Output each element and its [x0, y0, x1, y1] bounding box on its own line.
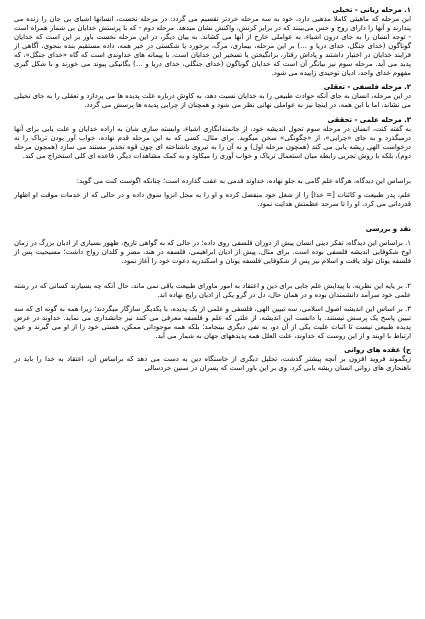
psychological-complexes-heading: ج) عقده های روانی	[344, 346, 411, 355]
critique-heading: نقد و بررسی	[365, 224, 411, 233]
section-2-heading: ۲. مرحله فلسفی - تعقلی	[323, 83, 411, 92]
comte-intro-paragraph: براساس این دیدگاه، هرگاه علم گامی به جلو نهاده، خداوند قدمی به عقب گذارده است؛ چنانکه اگوست کنت می گوید:	[76, 176, 411, 185]
section-3-heading: ۳. مرحله علمی - تحققی	[327, 115, 411, 124]
critique-point-1: ۱. براساس این دیدگاه، تفکر دینی انسان پیش از دوران فلسفی روی داده؛ در حالی که به گواهی تاریخ، ظهور بسیاری از ادیان بزرگ در زمان اوج شکوفایی اندیشه فلسفی بوده است. برای مثال، پیش از ادیان ابراهیمی، فلسفه در هند، مصر و کلدان رواج داشت؛ مسیحیت پس از فلسفه یونان تولد یافت و اسلام نیز پس از شکوفایی فلسفه یونان و اسکندریه دعوت خود را آغاز نمود.	[14, 238, 411, 266]
freud-paragraph: زیگموند فروید افزون بر آنچه پیشتر گذشت، تحلیل دیگری از خاستگاه دین به دست می دهد که براساس آن، اعتقاد به خدا را باید در ناهنجاری های روانی انسان ریشه یابی کرد. وی بر این باور است که پسران در سنین خردسالی	[14, 355, 411, 373]
section-1-heading: ۱. مرحله ربانی - تخیلی	[332, 6, 411, 14]
section-3-body: به گفته کنت، انسان در مرحله سوم تحول اندیشه خود، از جانمندانگاری اشیاء، وابسته سازی شان به اراده خدایان و علت یابی برای آنها درمیگذرد و به جای «چرایی»، از «چگونگی» سخن میگوید. برای مثال، کسی که به این مرحله قدم نهاده، خواب آور بودن تریاک را نه درخواست الهی ریشه یابی می کند (همچون مرحله اول) و نه آن را به نیروی ناشناخته ای چون قوه تخدیر مستند می سازد (همچون مرحله دوم)، بلکه با روش تجربی رابطه میان استعمال تریاک و خواب آوری را میکاود و به کمک مشاهدات دیگر، قاعده ای کلی استخراج می کند.	[14, 124, 411, 160]
critique-point-3: ۳. بر اساس این اندیشه اصول اسلامی، سه تبیین الهی، فلسفی و علمی از یک پدیده، با یکدیگر سازگار میگردند؛ زیرا همه به گونه ای که سه تبیین پاسخ یک پرسش نیستند. با دانست این اندیشه، از علتی که علم و فلسفه معرفی می کنند نیز جانشداری می نماید. خداوند در عرض پدیده طبیعی نیست تا اثبات علیت یکی از آن دو، به نفی دیگری بینجامد؛ بلکه همه موجوداتی ممکن، هستی خود را از او می گیرند و عین ارتباط با اویند و از این روست که خداوند، علت العلل همه پدیدههای جهان به شمار می آید.	[14, 305, 411, 341]
critique-point-2: ۲. بر پایه این نظریه، با پیدایش علم جایی برای دین و اعتقاد به امور ماورای طبیعت باقی نمی ماند، حال آنکه چه بسیارند کسانی که در رشته علمی خود سرآمد دانشمندان بوده و در همان حال، دل در گرو یکی از ادیان رایج نهاده اند.	[14, 282, 411, 300]
section-2-body: در این مرحله، انسان به جای آنکه حوادث طبیعی را به خدایان نسبت دهد، به کاوش درباره علت پدیده ها می پردازد و تعقلی را به جای تخیلی می نشاند. اما با این همه، در اینجا نیز به عواملی نهانی نظر می شود و همچنان از چرایی پدیده ها پرسش می گردد.	[14, 92, 411, 110]
section-1-body: این مرحله که ماهیتی کاملا مذهبی دارد، خود به سه مرحله خردتر تقسیم می گردد: در مرحله نخست، انسانها اشیای بی جان را زنده می پندارند و آنها را دارای روح و حس می‌بینند که در برابر کرنش، واکنش نشان میدهد. مرحله دوم - که با پرستش خدایان بی شمار همراه است - توجه انسان را به جای درون اشیاء، به عواملی خارج از آنها می کشاند. به بیان دیگر، در این مرحله نخست باور بر این است که خدایان گوناگون (خدای جنگل، خدای دریا و …) بر این مرحله، بیماری، مرگ، برخورد یا شکستی در خیر همه، داده مستقیم بنده بنحوی، آگاهی از فرایند خدایان در اختیار داشتند و پاداش رفتار، برانگیختن یا تسخیر این خدایان است. با پیمانه های خداوندی است که گاه «خدای جنگل»، که پدید می آید. مرحله سوم نیز بیانگر آن است که خدایان گوناگون (خدای جنگلی، خدای دریا و …) بگانیکی پیوند می خورند و با شکل گیری مفهوم خدای واحد، ادیان توحیدی زاییده می شود.	[14, 15, 411, 78]
comte-quote-paragraph: علم، پدر طبیعت و کائنات [= خدا] را از شغل خود منفصل کرده و او را به محل انزوا سوق داده و در حالی که از خدمات موقت او اظهار قدردانی می کرد، او را تا سرحد عظمتش هدایت نمود.	[14, 190, 411, 208]
